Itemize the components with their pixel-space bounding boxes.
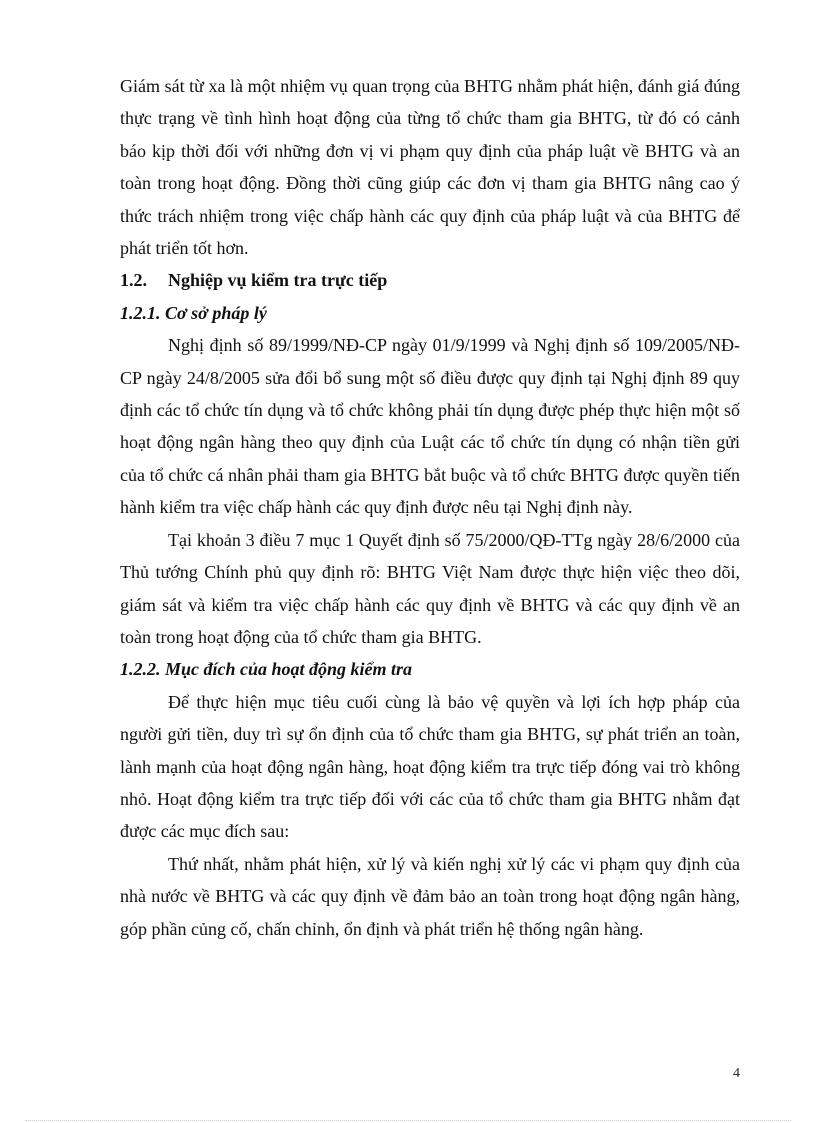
subsection-heading-purpose: 1.2.2. Mục đích của hoạt động kiểm tra bbox=[120, 659, 413, 680]
section-number: 1.2. bbox=[120, 270, 147, 291]
document-body bbox=[120, 70, 740, 945]
paragraph-first-purpose: Thứ nhất, nhằm phát hiện, xử lý và kiến nghị xử lý các vi phạm quy định của nhà nước về BHTG và các quy định về đảm bảo an toàn trong hoạt động ngân hàng, góp phần củng cố, chấn chỉnh, ổn định và phát triển hệ thống ngân hàng. bbox=[120, 853, 740, 939]
paragraph-decision: Tại khoản 3 điều 7 mục 1 Quyết định số 75/2000/QĐ-TTg ngày 28/6/2000 của Thủ tướng Chính phủ quy định rõ: BHTG Việt Nam được thực hiện việc theo dõi, giám sát và kiểm tra việc chấp hành các quy định về BHTG và các quy định về an toàn trong hoạt động của tổ chức tham gia BHTG. bbox=[120, 529, 740, 647]
paragraph-remote-supervision: Giám sát từ xa là một nhiệm vụ quan trọng của BHTG nhằm phát hiện, đánh giá đúng thực trạng về tình hình hoạt động của từng tổ chức tham gia BHTG, từ đó có cảnh báo kịp thời đối với những đơn vị vi phạm quy định của pháp luật về BHTG và an toàn trong hoạt động. Đồng thời cũng giúp các đơn vị tham gia BHTG nâng cao ý thức trách nhiệm trong việc chấp hành các quy định của pháp luật và của BHTG để phát triển tốt hơn. bbox=[120, 76, 740, 259]
section-heading bbox=[120, 264, 740, 296]
paragraph-decree: Nghị định số 89/1999/NĐ-CP ngày 01/9/1999 và Nghị định số 109/2005/NĐ-CP ngày 24/8/2005 sửa đổi bổ sung một số điều được quy định tại Nghị định 89 quy định các tổ chức tín dụng và tổ chức không phải tín dụng được phép thực hiện một số hoạt động ngân hàng theo quy định của Luật các tổ chức tín dụng có nhận tiền gửi của tổ chức cá nhân phải tham gia BHTG bắt buộc và tổ chức BHTG được quyền tiến hành kiểm tra việc chấp hành các quy định được nêu tại Nghị định này. bbox=[120, 335, 740, 518]
page-bottom-divider bbox=[25, 1120, 791, 1121]
page-number: 4 bbox=[733, 1066, 740, 1081]
section-title: Nghiệp vụ kiểm tra trực tiếp bbox=[168, 270, 388, 291]
paragraph-purpose: Để thực hiện mục tiêu cuối cùng là bảo vệ quyền và lợi ích hợp pháp của người gửi tiền, duy trì sự ổn định của tổ chức tham gia BHTG, sự phát triển an toàn, lành mạnh của hoạt động ngân hàng, hoạt động kiểm tra trực tiếp đóng vai trò không nhỏ. Hoạt động kiểm tra trực tiếp đối với các của tổ chức tham gia BHTG nhằm đạt được các mục đích sau: bbox=[120, 691, 740, 842]
subsection-heading-legal-basis: 1.2.1. Cơ sở pháp lý bbox=[120, 302, 267, 323]
